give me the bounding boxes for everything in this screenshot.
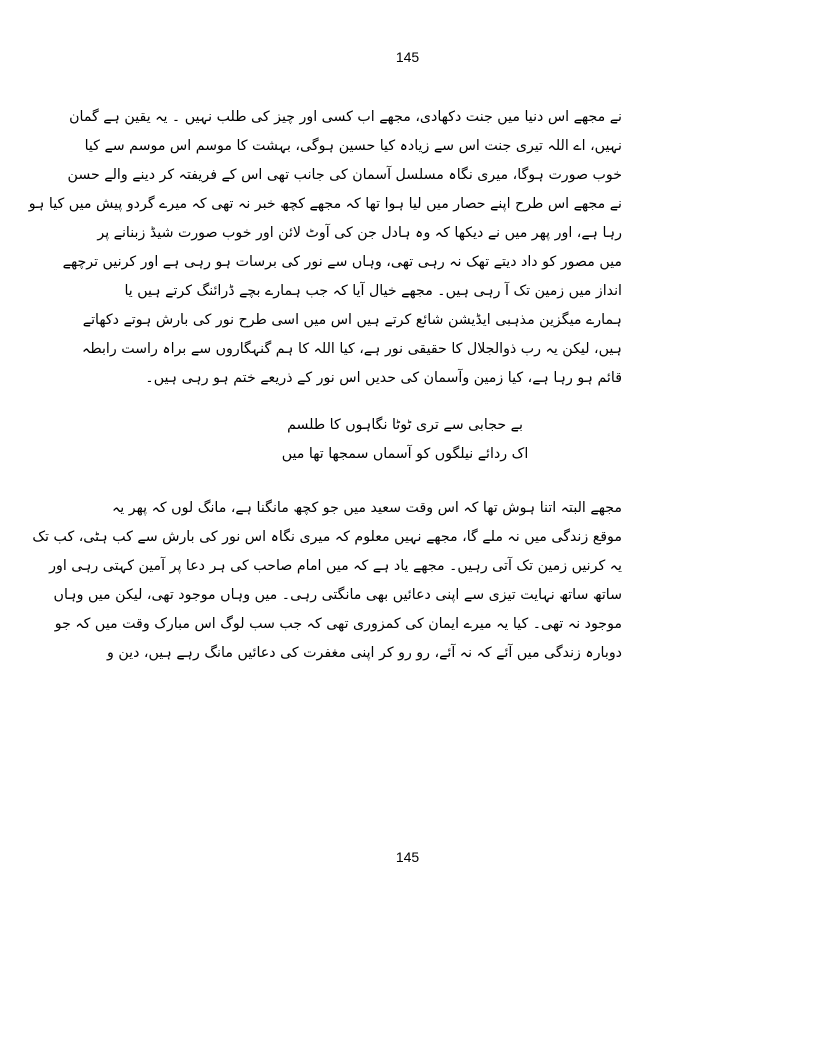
text-line: مجھے البتہ اتنا ہوش تھا کہ اس وقت سعید میں جو کچھ مانگنا ہے، مانگ لوں کہ پھر یہ <box>111 500 622 516</box>
text-line: نے مجھے اس طرح اپنے حصار میں لیا ہوا تھا کہ مجھے کچھ خبر نہ تھی کہ میرے گردو پیش میں کیا ہو <box>28 196 622 212</box>
page-number-top: 145 <box>395 49 420 65</box>
text-line: میں مصور کو داد دیتے تھک نہ رہی تھی، وہاں سے نور کی برسات ہو رہی ہے اور کرنیں ترچھے <box>62 254 622 270</box>
text-line: نے مجھے اس دنیا میں جنت دکھادی، مجھے اب کسی اور چیز کی طلب نہیں ۔ یہ یقین ہے گمان <box>69 109 622 125</box>
text-line: نہیں، اے اللہ تیری جنت اس سے زیادہ کیا حسین ہوگی، بہشت کا موسم اس موسم سے کیا <box>84 138 622 154</box>
text-line: ہیں، لیکن یہ رب ذوالجلال کا حقیقی نور ہے، کیا اللہ کا ہم گنہگاروں سے براہ راست رابطہ <box>82 341 622 357</box>
text-line: خوب صورت ہوگا، میری نگاہ مسلسل آسمان کی جانب تھی اس کے فریفتہ کر دینے والے حسن <box>67 167 622 183</box>
text-line: رہا ہے، اور پھر میں نے دیکھا کہ وہ ہادل جن کی آوٹ لائن اور خوب صورت شیڈ زبنانے پر <box>97 225 622 241</box>
paragraph-2 <box>32 494 622 668</box>
poetry-verse <box>188 411 622 469</box>
text-line: ہمارے میگزین مذہبی ایڈیشن شائع کرتے ہیں اس میں اسی طرح نور کی بارش ہوتے دکھاتے <box>82 312 622 328</box>
text-line: ساتھ ساتھ نہایت تیزی سے اپنی دعائیں بھی مانگتی رہی۔ میں وہاں موجود تھی، لیکن میں وہاں <box>53 587 622 603</box>
verse-line: اک ردائے نیلگوں کو آسماں سمجھا تھا میں <box>281 446 529 462</box>
text-line: یہ کرنیں زمین تک آتی رہیں۔ مجھے یاد ہے کہ میں امام صاحب کی ہر دعا پر آمین کہتی رہی اور <box>49 558 622 574</box>
text-line: دوبارہ زندگی میں آئے کہ نہ آئے، رو رو کر اپنی مغفرت کی دعائیں مانگ رہے ہیں، دین و <box>106 645 622 661</box>
page-number-bottom: 145 <box>395 849 420 865</box>
verse-line: بے حجابی سے تری ٹوٹا نگاہوں کا طلسم <box>287 417 523 433</box>
paragraph-1 <box>28 103 622 393</box>
text-line: موقع زندگی میں نہ ملے گا، مجھے نہیں معلوم کہ میری نگاہ اس نور کی بارش سے کب ہٹی، کب تک <box>32 529 622 545</box>
text-line: قائم ہو رہا ہے، کیا زمین وآسمان کی حدیں اس نور کے ذریعے ختم ہو رہی ہیں۔ <box>145 370 622 386</box>
text-line: موجود نہ تھی۔ کیا یہ میرے ایمان کی کمزوری تھی کہ جب سب لوگ اس مبارک وقت میں کہ جو <box>54 616 622 632</box>
text-line: انداز میں زمین تک آ رہی ہیں۔ مجھے خیال آیا کہ جب ہمارے بچے ڈرائنگ کرتے ہیں یا <box>124 283 622 299</box>
